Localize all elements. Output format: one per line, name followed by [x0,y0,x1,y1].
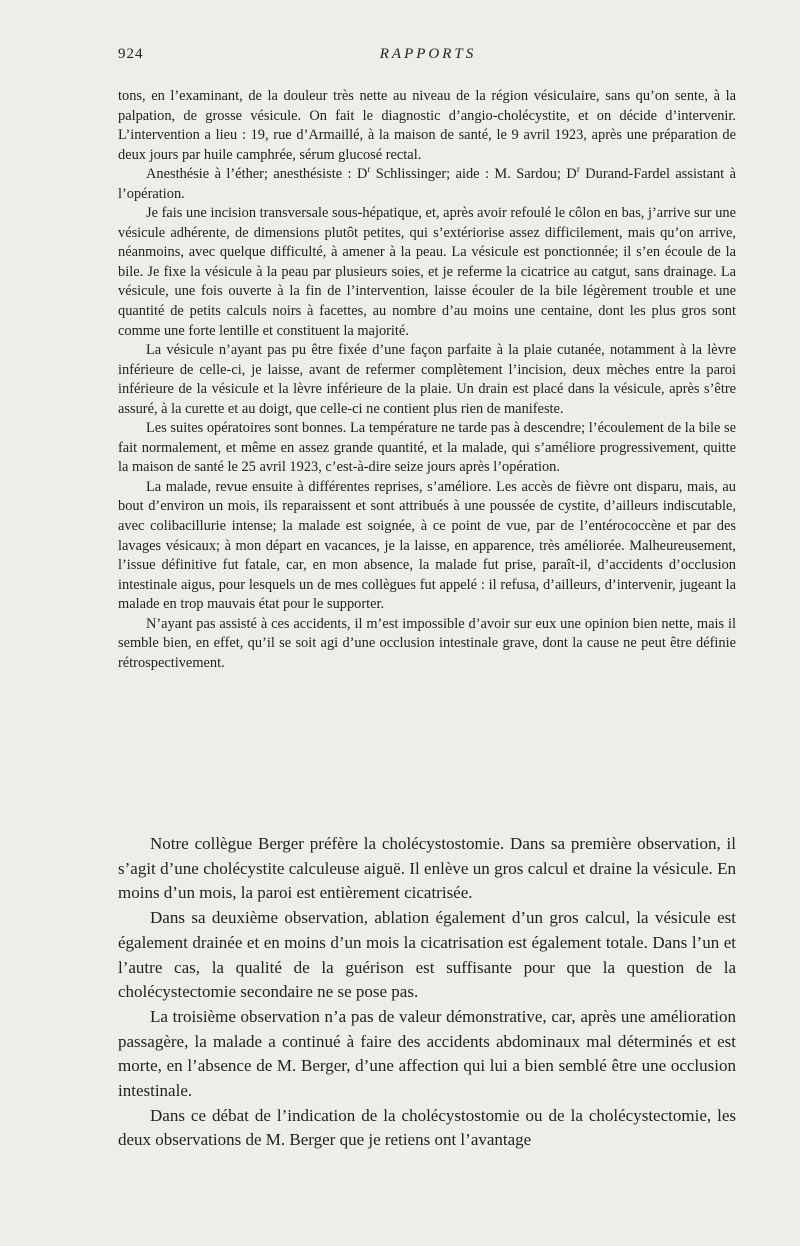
observation-paragraph-7: N’ayant pas assisté à ces accidents, il m’est impossible d’avoir sur eux une opinion bien nette, mais il semble bien, en effet, qu’il se soit agi d’une occlusion intestinale grave, dont la cause ne peut être définie rétrospectivement. [118,615,736,671]
observation-paragraph-1: tons, en l’examinant, de la douleur très nette au niveau de la région vésiculaire, sans qu’on sente, à la palpation, de grosse vésicule. On fait le diagnostic d’angio-cholécystite, et on décide d’intervenir. L’intervention a lieu : 19, rue d’Armaillé, à la maison de santé, le 9 avril 1923, après une préparation de deux jours par huile camphrée, sérum glucosé rectal. [118,88,736,163]
running-title: RAPPORTS [379,46,477,62]
page-header [118,46,738,66]
observation-paragraph-2: Anesthésie à l’éther; anesthésiste : $D^r$ Schlissinger; aide : M. Sardou; $D^r$ Durand-Fardel assistant à l’opération. [118,164,736,202]
report-paragraph-3: La troisième observation n’a pas de valeur démonstrative, car, après une amélioration passagère, la malade a continué à faire des accidents abdominaux mal déterminés et est morte, en l’absence de M. Berger, d’une affection qui lui a bien semblé être une occlusion intestinale. [118,1006,736,1101]
page-number: 924 [118,46,144,62]
observation-paragraph-4: La vésicule n’ayant pas pu être fixée d’une façon parfaite à la plaie cutanée, notamment à la lèvre inférieure de celle-ci, je laisse, avant de refermer complètement l’incision, deux mèches entre la paroi inférieure de la vésicule et la lèvre inférieure de la plaie. Un drain est placé dans la vésicule, après s’être assuré, à la curette et au doigt, que celle-ci ne contient plus rien de manifeste. [118,342,736,417]
superscript: r [576,164,580,175]
report-paragraph-4: Dans ce débat de l’indication de la cholécystostomie ou de la cholécystectomie, les deux observations de M. Berger que je retiens ont l’avantage [118,1105,736,1150]
report-paragraph-2: Dans sa deuxième observation, ablation également d’un gros calcul, la vésicule est également drainée et en moins d’un mois la cicatrisation est également totale. Dans l’un et l’autre cas, la qualité de la guérison est suffisante pour que la question de la cholécystectomie secondaire ne se pose pas. [118,908,736,1002]
observation-paragraph-5: Les suites opératoires sont bonnes. La température ne tarde pas à descendre; l’écoulement de la bile se fait normalement, et même en assez grande quantité, et la malade, qui s’améliore progressivement, quitte la maison de santé le 25 avril 1923, c’est-à-dire seize jours après l’opération. [118,420,736,476]
report-text [118,832,736,1153]
observation-paragraph-6: La malade, revue ensuite à différentes reprises, s’améliore. Les accès de fièvre ont disparu, mais, au bout d’environ un mois, ils reparaissent et sont attribués à une poussée de cystite, d’ailleurs indiscutable, avec colibacillurie intense; la malade est soignée, à ce point de vue, par de l’entérococcène et par des lavages vésicaux; à mon départ en vacances, je la laisse, en apparence, très améliorée. Malheureusement, l’issue définitive fut fatale, car, en mon absence, la malade fut prise, paraît-il, d’accidents d’occlusion intestinale aigus, pour lesquels un de mes collègues fut appelé : il refusa, d’ailleurs, d’intervenir, jugeant la malade en trop mauvais état pour le supporter. [118,478,736,613]
observation-text [118,87,736,673]
observation-paragraph-3: Je fais une incision transversale sous-hépatique, et, après avoir refoulé le côlon en bas, j’arrive sur une vésicule adhérente, de dimensions plutôt petites, qui s’extériorise assez difficilement, mais qu’on arrive, néanmoins, avec quelque difficulté, à amener à la peau. La vésicule est ponctionnée; il s’en écoule de la bile. Je fixe la vésicule à la peau par plusieurs soies, et je referme la cicatrice au catgut, sans drainage. La vésicule, une fois ouverte à la fin de l’intervention, laisse écouler de la bile légèrement trouble et une quantité de petits calculs noirs à facettes, au nombre d’au moins une centaine, dont les plus gros sont comme une forte lentille et constituent la majorité. [118,205,736,339]
report-paragraph-1: Notre collègue Berger préfère la cholécystostomie. Dans sa première observation, il s’agit d’une cholécystite calculeuse aiguë. Il enlève un gros calcul et draine la vésicule. En moins d’un mois, la paroi est entièrement cicatrisée. [118,834,736,903]
superscript: r [367,164,371,175]
